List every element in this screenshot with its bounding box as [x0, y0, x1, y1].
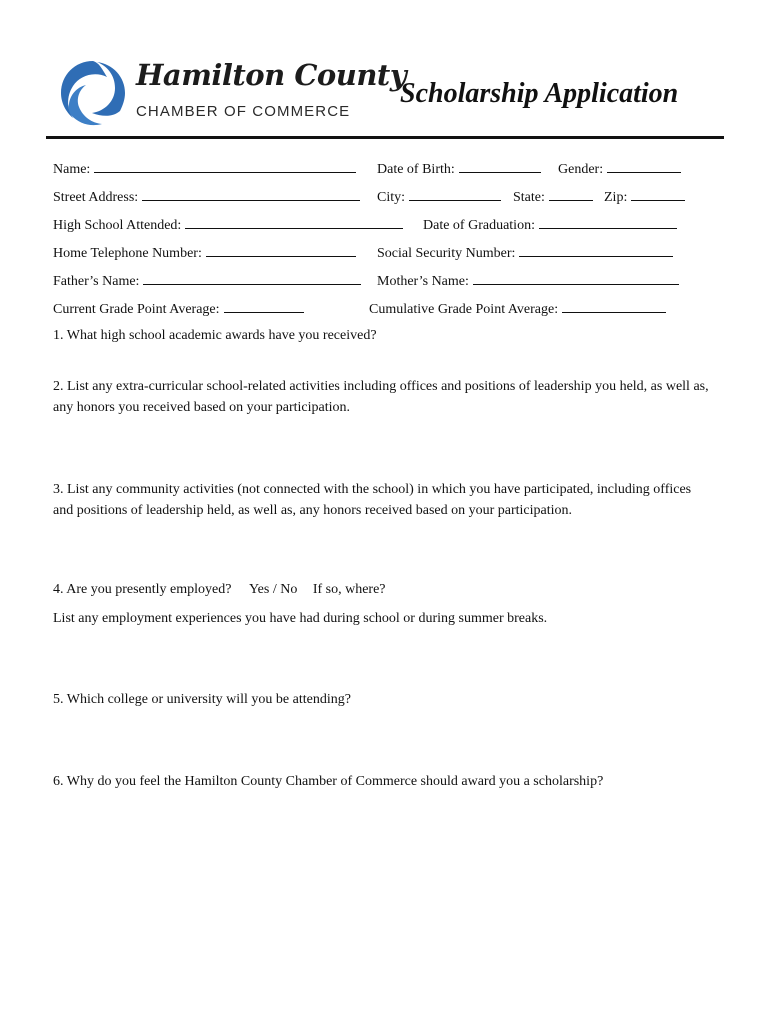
high-school-field[interactable] — [53, 214, 403, 234]
street-label: Street Address: — [53, 190, 139, 205]
father-label: Father’s Name: — [53, 274, 140, 289]
cumulative-gpa-label: Cumulative Grade Point Average: — [369, 302, 559, 317]
city-label: City: — [377, 190, 406, 205]
city-field[interactable] — [377, 186, 501, 206]
question-6: 6. Why do you feel the Hamilton County Chamber of Commerce should award you a scholarship? — [53, 774, 604, 789]
name-label: Name: — [53, 162, 91, 177]
grad-date-blank[interactable] — [539, 214, 677, 229]
cumulative-gpa-field[interactable] — [369, 298, 666, 318]
current-gpa-label: Current Grade Point Average: — [53, 302, 220, 317]
zip-field[interactable] — [604, 186, 685, 206]
question-5: 5. Which college or university will you be attending? — [53, 692, 351, 707]
name-field[interactable] — [53, 158, 356, 178]
name-blank[interactable] — [94, 158, 356, 173]
state-blank[interactable] — [549, 186, 593, 201]
document-header — [0, 0, 770, 140]
high-school-blank[interactable] — [185, 214, 403, 229]
question-4 — [53, 582, 386, 598]
question-4-text: 4. Are you presently employed? — [53, 582, 232, 597]
dob-blank[interactable] — [459, 158, 541, 173]
mother-blank[interactable] — [473, 270, 679, 285]
swirl-emblem-icon — [57, 57, 129, 129]
question-3: 3. List any community activities (not connected with the school) in which you have participated, including offices and positions of leadership held, as well as, any honors received based on your participation. — [53, 482, 692, 518]
current-gpa-field[interactable] — [53, 298, 304, 318]
grad-date-field[interactable] — [423, 214, 677, 234]
ssn-field[interactable] — [377, 242, 673, 262]
zip-blank[interactable] — [631, 186, 685, 201]
gender-blank[interactable] — [607, 158, 681, 173]
father-field[interactable] — [53, 270, 361, 290]
header-divider — [46, 136, 724, 139]
ssn-blank[interactable] — [519, 242, 673, 257]
page-title: Scholarship Application — [400, 78, 679, 109]
mother-label: Mother’s Name: — [377, 274, 469, 289]
home-phone-field[interactable] — [53, 242, 356, 262]
state-label: State: — [513, 190, 545, 205]
mother-field[interactable] — [377, 270, 679, 290]
ssn-label: Social Security Number: — [377, 246, 516, 261]
home-phone-label: Home Telephone Number: — [53, 246, 202, 261]
logo-wordmark: Hamilton County — [136, 58, 407, 92]
state-field[interactable] — [513, 186, 593, 206]
zip-label: Zip: — [604, 190, 628, 205]
question-1: 1. What high school academic awards have you received? — [53, 328, 377, 343]
street-blank[interactable] — [142, 186, 360, 201]
employment-yes-no[interactable]: Yes / No — [248, 582, 298, 597]
question-2: 2. List any extra-curricular school-related activities including offices and positions of leadership you held, as well as, any honors you received based on your participation. — [53, 379, 709, 415]
grad-date-label: Date of Graduation: — [423, 218, 535, 233]
father-blank[interactable] — [143, 270, 361, 285]
gender-field[interactable] — [558, 158, 681, 178]
question-4-list: List any employment experiences you have had during school or during summer breaks. — [53, 611, 548, 626]
gender-label: Gender: — [558, 162, 604, 177]
cumulative-gpa-blank[interactable] — [562, 298, 666, 313]
city-blank[interactable] — [409, 186, 501, 201]
employment-where: If so, where? — [312, 582, 386, 597]
dob-label: Date of Birth: — [377, 162, 455, 177]
home-phone-blank[interactable] — [206, 242, 356, 257]
dob-field[interactable] — [377, 158, 541, 178]
current-gpa-blank[interactable] — [224, 298, 304, 313]
high-school-label: High School Attended: — [53, 218, 182, 233]
logo-subtitle: CHAMBER OF COMMERCE — [136, 103, 351, 120]
street-field[interactable] — [53, 186, 360, 206]
